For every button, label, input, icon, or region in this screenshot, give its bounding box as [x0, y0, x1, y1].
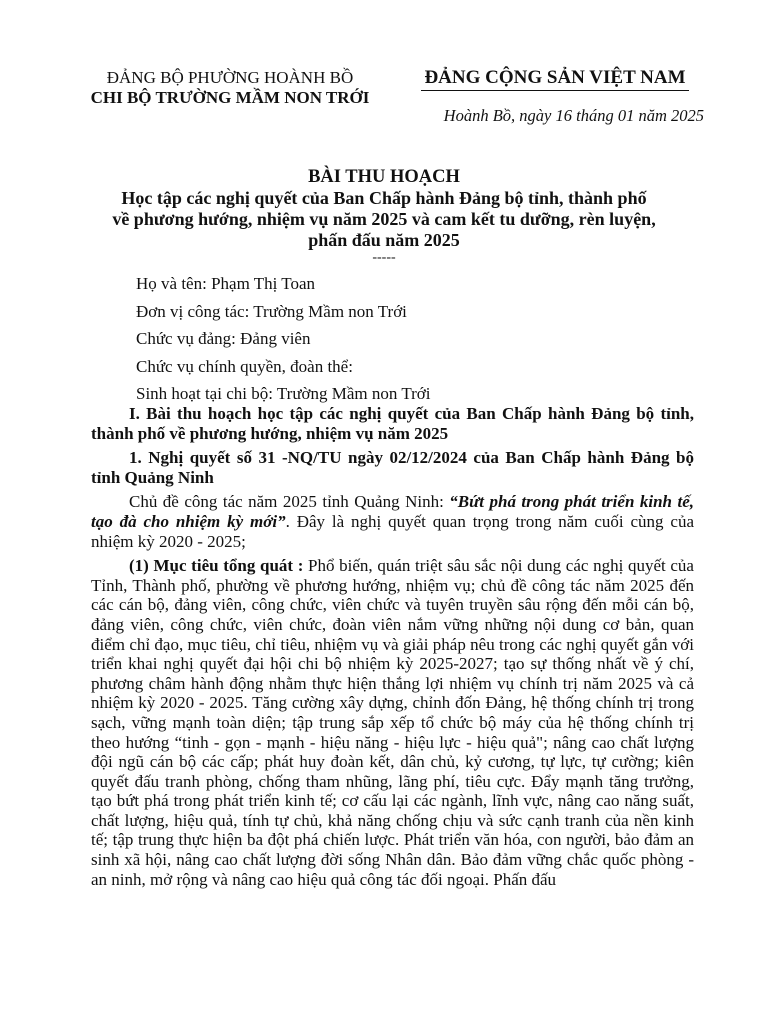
paragraph-theme	[91, 492, 694, 551]
document-title: BÀI THU HOẠCH	[308, 167, 460, 187]
document-title-block	[84, 166, 684, 265]
info-government-position: Chức vụ chính quyền, đoàn thể:	[136, 356, 353, 376]
theme-quote: “Bứt phá trong phát triển kinh tế, tạo đà cho nhiệm kỳ mới”	[91, 492, 694, 531]
party-committee-name: ĐẢNG BỘ PHƯỜNG HOÀNH BỒ	[106, 68, 354, 87]
personal-info	[136, 270, 431, 408]
date-line: Hoành Bồ, ngày 16 tháng 01 năm 2025	[443, 106, 704, 125]
section-heading: I. Bài thu hoạch học tập các nghị quyết của Ban Chấp hành Đảng bộ tỉnh, thành phố về phương hướng, nhiệm vụ năm 2025	[91, 404, 694, 443]
info-party-position: Chức vụ đảng: Đảng viên	[136, 329, 311, 348]
objective-label: (1) Mục tiêu tổng quát :	[129, 556, 309, 576]
info-party-cell: Sinh hoạt tại chi bộ: Trường Mầm non Trới	[136, 384, 431, 403]
objective-text: Phổ biến, quán triệt sâu sắc nội dung các nghị quyết của Tỉnh, Thành phố, phường về phương hướng, nhiệm vụ; chủ đề công tác năm 2025 đến các cán bộ, đảng viên, công chức, viên chức và tuyên truyền sâu rộng đến mỗi cán bộ, đảng viên, công chức, viên chức, đoàn viên nắm vững những nội dung cơ bản, quan điểm chỉ đạo, mục tiêu, chỉ tiêu, nhiệm vụ và giải pháp nêu trong các nghị quyết gắn với triển khai nghị quyết đại hội chi bộ nhiệm kỳ 2025-2027; tạo sự thống nhất về ý chí, phương châm hành động nhằm thực hiện thắng lợi nhiệm vụ chính trị năm 2025 và cả nhiệm kỳ 2020 - 2025. Tăng cường xây dựng, chỉnh đốn Đảng, hệ thống chính trị trong sạch, vững mạnh toàn diện; tập trung sắp xếp tổ chức bộ máy của hệ thống chính trị theo hướng “tinh - gọn - mạnh - hiệu năng - hiệu lực - hiệu quả"; nâng cao chất lượng đội ngũ cán bộ các cấp; phát huy đoàn kết, dân chủ, kỷ cương, tự lực, tự cường; kiên quyết đấu tranh phòng, chống tham nhũng, lãng phí, tiêu cực. Đẩy mạnh tăng trưởng, tạo bứt phá trong phát triển kinh tế; cơ cấu lại các ngành, lĩnh vực, nâng cao năng suất, chất lượng, hiệu quả, tính tự chủ, khả năng chống chịu và sức cạnh tranh của nền kinh tế; tập trung thực hiện ba đột phá chiến lược. Phát triển văn hóa, con người, bảo đảm an sinh xã hội, nâng cao chất lượng đời sống Nhân dân. Bảo đảm vững chắc quốc phòng - an ninh, mở rộng và nâng cao hiệu quả công tác đối ngoại. Phấn đấu	[91, 556, 694, 889]
party-name-underline	[421, 90, 689, 91]
national-header	[400, 66, 710, 91]
info-full-name: Họ và tên: Phạm Thị Toan	[136, 274, 316, 293]
party-cell-name: CHI BỘ TRƯỜNG MẦM NON TRỚI	[90, 88, 370, 107]
issuing-organization	[60, 68, 400, 108]
theme-suffix: . Đây là nghị quyết quan trọng trong năm cuối cùng của nhiệm kỳ 2020 - 2025;	[91, 511, 694, 551]
document-subtitle-line-1: Học tập các nghị quyết của Ban Chấp hành Đảng bộ tỉnh, thành phố	[121, 188, 647, 208]
document-subtitle-line-3: phấn đấu năm 2025	[308, 230, 460, 250]
party-name: ĐẢNG CỘNG SẢN VIỆT NAM	[424, 67, 686, 88]
paragraph-general-objective	[91, 556, 694, 889]
theme-prefix: Chủ đề công tác năm 2025 tỉnh Quảng Ninh:	[129, 492, 450, 512]
document-subtitle-line-2: về phương hướng, nhiệm vụ năm 2025 và cam kết tu dưỡng, rèn luyện,	[112, 209, 656, 229]
document-body	[91, 404, 694, 894]
title-separator: -----	[372, 250, 396, 265]
item-heading: 1. Nghị quyết số 31 -NQ/TU ngày 02/12/2024 của Ban Chấp hành Đảng bộ tỉnh Quảng Ninh	[91, 448, 694, 487]
info-work-unit: Đơn vị công tác: Trường Mầm non Trới	[136, 301, 407, 321]
